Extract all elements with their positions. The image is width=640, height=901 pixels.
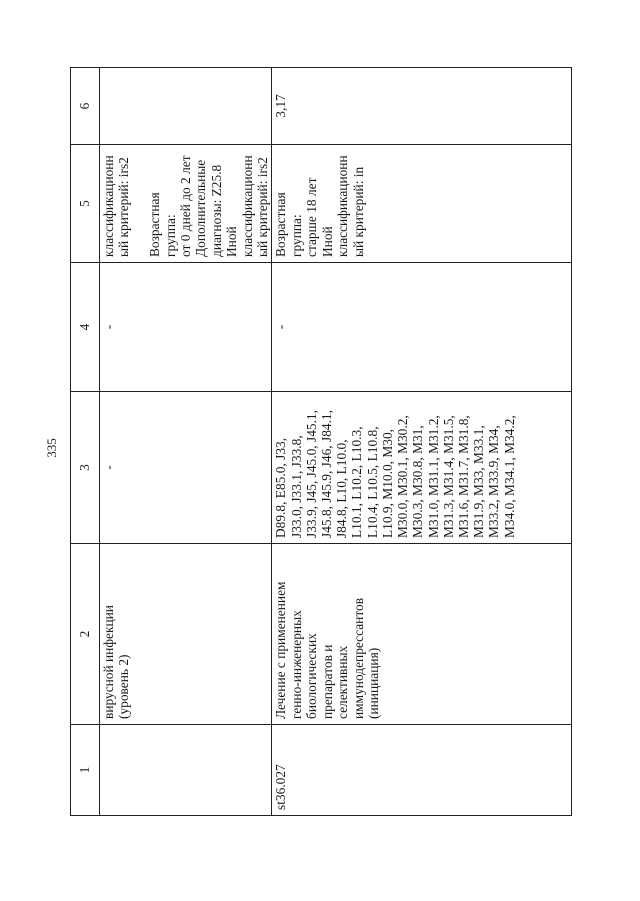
rotated-table-wrapper bbox=[70, 68, 555, 816]
rotated-table-area bbox=[70, 68, 555, 816]
criteria-cell: Возрастная группа: старше 18 лет Иной классификационн ый критерий: in bbox=[272, 145, 572, 263]
header-cell-3: 3 bbox=[71, 392, 100, 544]
table-row bbox=[272, 68, 572, 816]
coef-cell bbox=[100, 68, 272, 145]
header-cell-4: 4 bbox=[71, 263, 100, 392]
criteria-cell: классификационн ый критерий: irs2 Возрастная группа: от 0 дней до 2 лет Дополнительные диагнозы: Z25.8 Иной классификационн ый критерий: irs2 bbox=[100, 145, 272, 263]
header-cell-2: 2 bbox=[71, 544, 100, 725]
name-cell: Лечение с применением генно-инженерных биологических препаратов и селективных иммунодепрессантов (инициация) bbox=[272, 544, 572, 725]
header-cell-6: 6 bbox=[71, 68, 100, 145]
code-cell: st36.027 bbox=[272, 725, 572, 816]
header-row bbox=[71, 68, 100, 816]
col4-cell: - bbox=[272, 263, 572, 392]
col4-cell: - bbox=[100, 263, 272, 392]
name-cell: вирусной инфекции (уровень 2) bbox=[100, 544, 272, 725]
coef-cell: 3,17 bbox=[272, 68, 572, 145]
page-number: 335 bbox=[44, 438, 59, 458]
table-row bbox=[100, 68, 272, 816]
diag-codes-cell: - bbox=[100, 392, 272, 544]
header-cell-1: 1 bbox=[71, 725, 100, 816]
code-cell bbox=[100, 725, 272, 816]
diag-codes-cell: D89.8, E85.0, J33, J33.0, J33.1, J33.8, J33.9, J45, J45.0, J45.1, J45.8, J45.9, J46, J84.1, J84.8, L10, L10.0, L10.1, L10.2, L10.3, L10.4, L10.5, L10.8, L10.9, M10.0, M30, M30.0, M30.1, M30.2, M30.3, M30.8, M31, M31.0, M31.1, M31.2, M31.3, M31.4, M31.5, M31.6, M31.7, M31.8, M31.9, M33, M33.1, M33.2, M33.9, M34, M34.0, M34.1, M34.2, bbox=[272, 392, 572, 544]
tariff-table bbox=[70, 67, 572, 816]
header-cell-5: 5 bbox=[71, 145, 100, 263]
